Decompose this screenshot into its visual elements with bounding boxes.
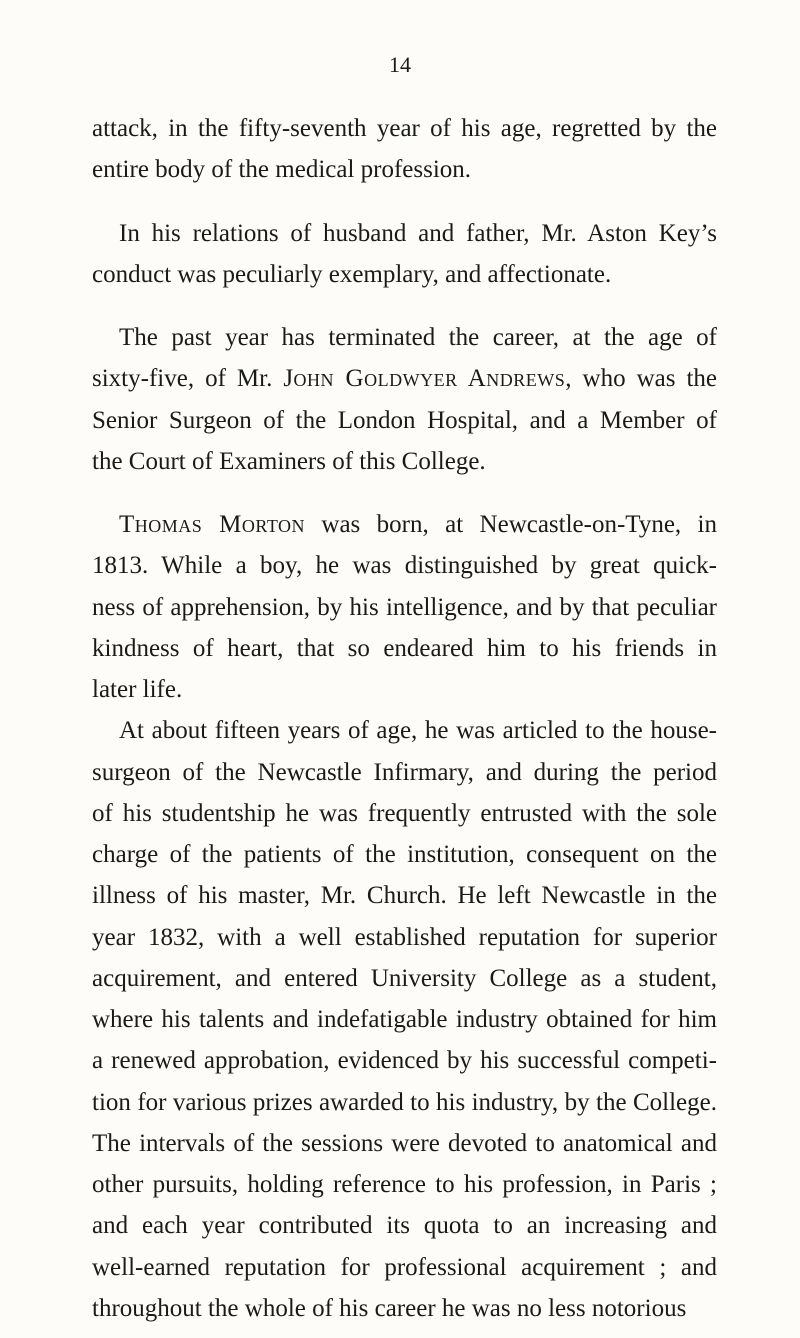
- text-line: well-earned reputation for professional acquirement ; and: [92, 1254, 717, 1281]
- text-line: [92, 362, 717, 396]
- text-line: other pursuits, holding reference to his profession, in Paris ;: [92, 1171, 717, 1198]
- text-line: attack, in the fifty-seventh year of his age, regretted by the: [92, 115, 717, 142]
- text-run: sixty-five, of Mr.: [92, 365, 273, 392]
- text-line: [119, 508, 717, 542]
- text-line: conduct was peculiarly exemplary, and affectionate.: [92, 261, 612, 288]
- text-line: charge of the patients of the institution, consequent on the: [92, 841, 717, 868]
- text-line: where his talents and indefatigable industry obtained for him: [92, 1006, 717, 1033]
- text-run: , who was the: [565, 365, 717, 392]
- page-number: 14: [389, 52, 411, 77]
- text-run: was born, at Newcastle-on-Tyne, in: [305, 511, 718, 538]
- person-name: Thomas Morton: [119, 511, 305, 538]
- text-line: throughout the whole of his career he was no less notorious: [92, 1295, 687, 1322]
- text-line: kindness of heart, that so endeared him to his friends in: [92, 635, 717, 662]
- person-name: John Goldwyer Andrews: [283, 365, 566, 392]
- text-line: The past year has terminated the career, at the age of: [119, 324, 717, 351]
- text-line: the Court of Examiners of this College.: [92, 448, 486, 475]
- text-line: of his studentship he was frequently entrusted with the sole: [92, 800, 717, 827]
- text-line: ness of apprehension, by his intelligence, and by that peculiar: [92, 594, 717, 621]
- text-line: surgeon of the Newcastle Infirmary, and during the period: [92, 759, 717, 786]
- text-line: year 1832, with a well established reputation for superior: [92, 924, 717, 951]
- text-line: entire body of the medical profession.: [92, 156, 472, 183]
- text-line: acquirement, and entered University College as a student,: [92, 965, 717, 992]
- text-line: tion for various prizes awarded to his industry, by the College.: [92, 1089, 717, 1116]
- text-line: In his relations of husband and father, Mr. Aston Key’s: [119, 220, 717, 247]
- text-line: At about fifteen years of age, he was articled to the house-: [119, 717, 717, 744]
- text-line: The intervals of the sessions were devoted to anatomical and: [92, 1130, 717, 1157]
- text-line: Senior Surgeon of the London Hospital, and a Member of: [92, 407, 717, 434]
- text-line: a renewed approbation, evidenced by his successful competi-: [92, 1047, 717, 1074]
- text-line: later life.: [92, 676, 183, 703]
- text-line: 1813. While a boy, he was distinguished by great quick-: [92, 552, 717, 579]
- text-line: illness of his master, Mr. Church. He left Newcastle in the: [92, 882, 717, 909]
- text-line: and each year contributed its quota to an increasing and: [92, 1212, 717, 1239]
